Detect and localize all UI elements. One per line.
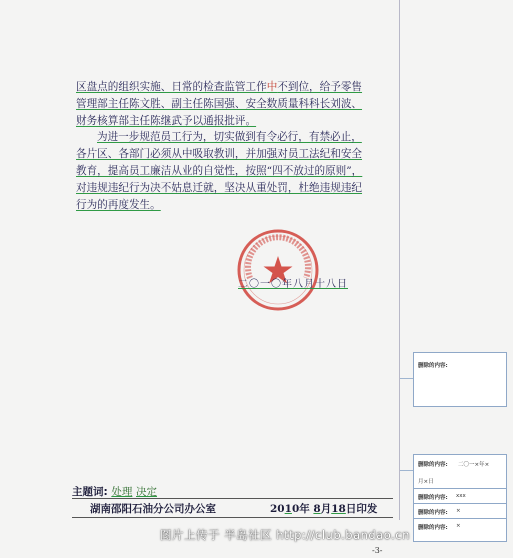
paragraph-2-line (76, 146, 398, 163)
paragraph-2-line (76, 129, 398, 146)
comment-value: × (456, 508, 461, 514)
date-part: 日印发 (345, 503, 378, 515)
comment-connector (400, 470, 413, 471)
paragraph-1-line (76, 79, 398, 96)
official-seal-icon (236, 228, 320, 312)
comment-label: 删除的内容: (418, 510, 448, 516)
issuing-office: 湖南邵阳石油分公司办公室 (90, 503, 216, 515)
comment-label: 删除的内容: (418, 525, 448, 531)
tracked-insertion: 中 (266, 81, 278, 93)
text-run: 对违规违纪行为决不姑息迁就，坚决从重处罚，杜绝违规违纪 (76, 181, 363, 194)
paragraph-1-line (76, 113, 398, 130)
date-part: 1 (284, 503, 292, 515)
subject-keyword: 处理 (111, 486, 133, 498)
footer-rule-bottom (72, 517, 393, 518)
paragraph-2-line (76, 197, 398, 214)
date-part: 8 (313, 503, 321, 515)
text-run: 教育，提高员工廉洁从业的自觉性，按照“四不放过的原则”， (76, 164, 363, 177)
text-run: 区盘点的组织实施、日常的检查监管工作 (76, 81, 267, 93)
date-part: 0年 (291, 503, 310, 515)
comment-divider (414, 503, 506, 504)
paragraph-1-line (76, 96, 398, 113)
text-run: 不到位，给予零售 (277, 81, 363, 93)
comment-balloon-stack[interactable] (413, 454, 507, 542)
comment-connector (400, 378, 413, 379)
text-run: 财务核算部主任陈继武予以通报批评。 (76, 114, 257, 127)
date-part: 20 (270, 503, 285, 515)
comment-label: 删除的内容: (418, 363, 448, 369)
site-watermark: 图片上传于 半岛社区 http://club.bandao.cn (160, 528, 410, 542)
margin-divider (399, 0, 400, 520)
date-part: 月 (320, 503, 332, 515)
page-number: -3- (372, 546, 383, 555)
comment-value: xxx (456, 493, 466, 499)
paragraph-2-line (76, 163, 398, 180)
paragraph-2-line (76, 180, 398, 197)
issue-date (270, 501, 377, 516)
text-run: 行为的再度发生。 (76, 198, 161, 211)
comment-divider (414, 488, 506, 489)
subject-keyword: 决定 (136, 486, 158, 498)
comment-balloon[interactable] (413, 352, 507, 407)
subject-label: 主题词: (72, 486, 108, 498)
text-run: 为进一步规范员工行为，切实做到有令必行，有禁必止， (97, 131, 362, 144)
comment-value: 月×日 (418, 479, 434, 485)
comment-value: × (456, 523, 461, 529)
text-run: 管理部主任陈文胜、副主任陈国强、安全数质量科科长刘波、 (76, 97, 363, 110)
comment-divider (414, 518, 506, 519)
comment-label: 删除的内容: (418, 495, 448, 501)
signature-date: 二〇一〇年八月十八日 (238, 279, 348, 290)
date-part: 18 (331, 503, 346, 515)
document-body (76, 79, 398, 213)
comment-label: 删除的内容: (418, 462, 448, 468)
comment-value: 二〇一×年× (458, 462, 490, 468)
footer-rule-top (72, 498, 393, 499)
text-run: 各片区、各部门必须从中吸取教训，并加强对员工法纪和安全 (76, 148, 363, 161)
subject-keywords (72, 484, 157, 499)
